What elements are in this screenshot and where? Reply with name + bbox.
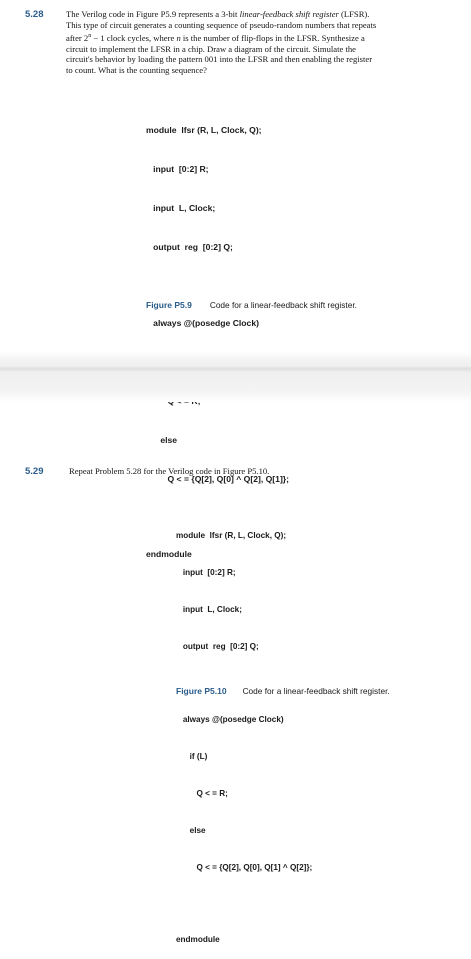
- code-line: module lfsr (R, L, Clock, Q);: [146, 125, 262, 135]
- code-line: endmodule: [176, 935, 220, 945]
- italic-term: linear-feedback shift register: [239, 9, 339, 19]
- code-line: Q < = R;: [176, 788, 228, 798]
- caption-text: Code for a linear-feedback shift register.: [209, 300, 357, 310]
- problem-text-line-5: circuit's behavior by loading the pattern 001 into the LFSR and then enabling the register: [66, 54, 373, 65]
- problem-text-line-3: after $2^n - 1$ clock cycles, where n is the number of flip-flops in the LFSR. Synthesize a: [66, 32, 365, 43]
- code-line: always @(posedge Clock): [146, 318, 259, 328]
- code-line: else: [176, 826, 206, 836]
- caption-label: Figure P5.9: [146, 300, 192, 310]
- code-line: [146, 280, 289, 291]
- problem-number-5-29: 5.29: [25, 466, 44, 477]
- code-line: module lfsr (R, L, Clock, Q);: [176, 530, 287, 540]
- figure-caption-p5-9: [146, 295, 357, 313]
- code-line: else: [146, 435, 178, 445]
- code-line: [176, 900, 312, 910]
- code-line: if (L): [176, 751, 208, 761]
- code-line: Q < = {Q[2], Q[0], Q[1] ^ Q[2]};: [176, 863, 313, 873]
- caption-label: Figure P5.10: [176, 686, 227, 696]
- code-listing-p5-10: [176, 505, 312, 959]
- caption-text: Code for a linear-feedback shift register.: [242, 686, 390, 696]
- code-line: Q < = {Q[2], Q[0] ^ Q[2], Q[1]};: [146, 474, 290, 484]
- page-divider: [0, 352, 471, 402]
- code-listing-p5-9: [146, 98, 289, 574]
- code-line: output reg [0:2] Q;: [146, 242, 233, 252]
- code-line: input L, Clock;: [176, 605, 242, 615]
- code-line: input L, Clock;: [146, 203, 216, 213]
- problem-text-line-4: circuit to implement the LFSR in a chip. Draw a diagram of the circuit. Simulate the: [66, 43, 356, 54]
- problem-text-line-1: The Verilog code in Figure P5.9 represents a 3-bit linear-feedback shift register (LFSR).: [66, 9, 370, 19]
- code-line: output reg [0:2] Q;: [176, 642, 259, 652]
- code-line: endmodule: [146, 549, 192, 559]
- problem-text-line-2: This type of circuit generates a counting sequence of pseudo-random numbers that repeats: [66, 19, 377, 30]
- problem-5-29-text: Repeat Problem 5.28 for the Verilog code in Figure P5.10.: [69, 466, 270, 476]
- figure-caption-p5-10: [176, 681, 390, 699]
- code-line: always @(posedge Clock): [176, 714, 284, 724]
- problem-text-line-6: to count. What is the counting sequence?: [66, 65, 207, 76]
- code-line: input [0:2] R;: [176, 568, 236, 578]
- problem-number-5-28: 5.28: [25, 9, 44, 20]
- code-line: input [0:2] R;: [146, 164, 209, 174]
- problem-5-28-text: [66, 9, 461, 76]
